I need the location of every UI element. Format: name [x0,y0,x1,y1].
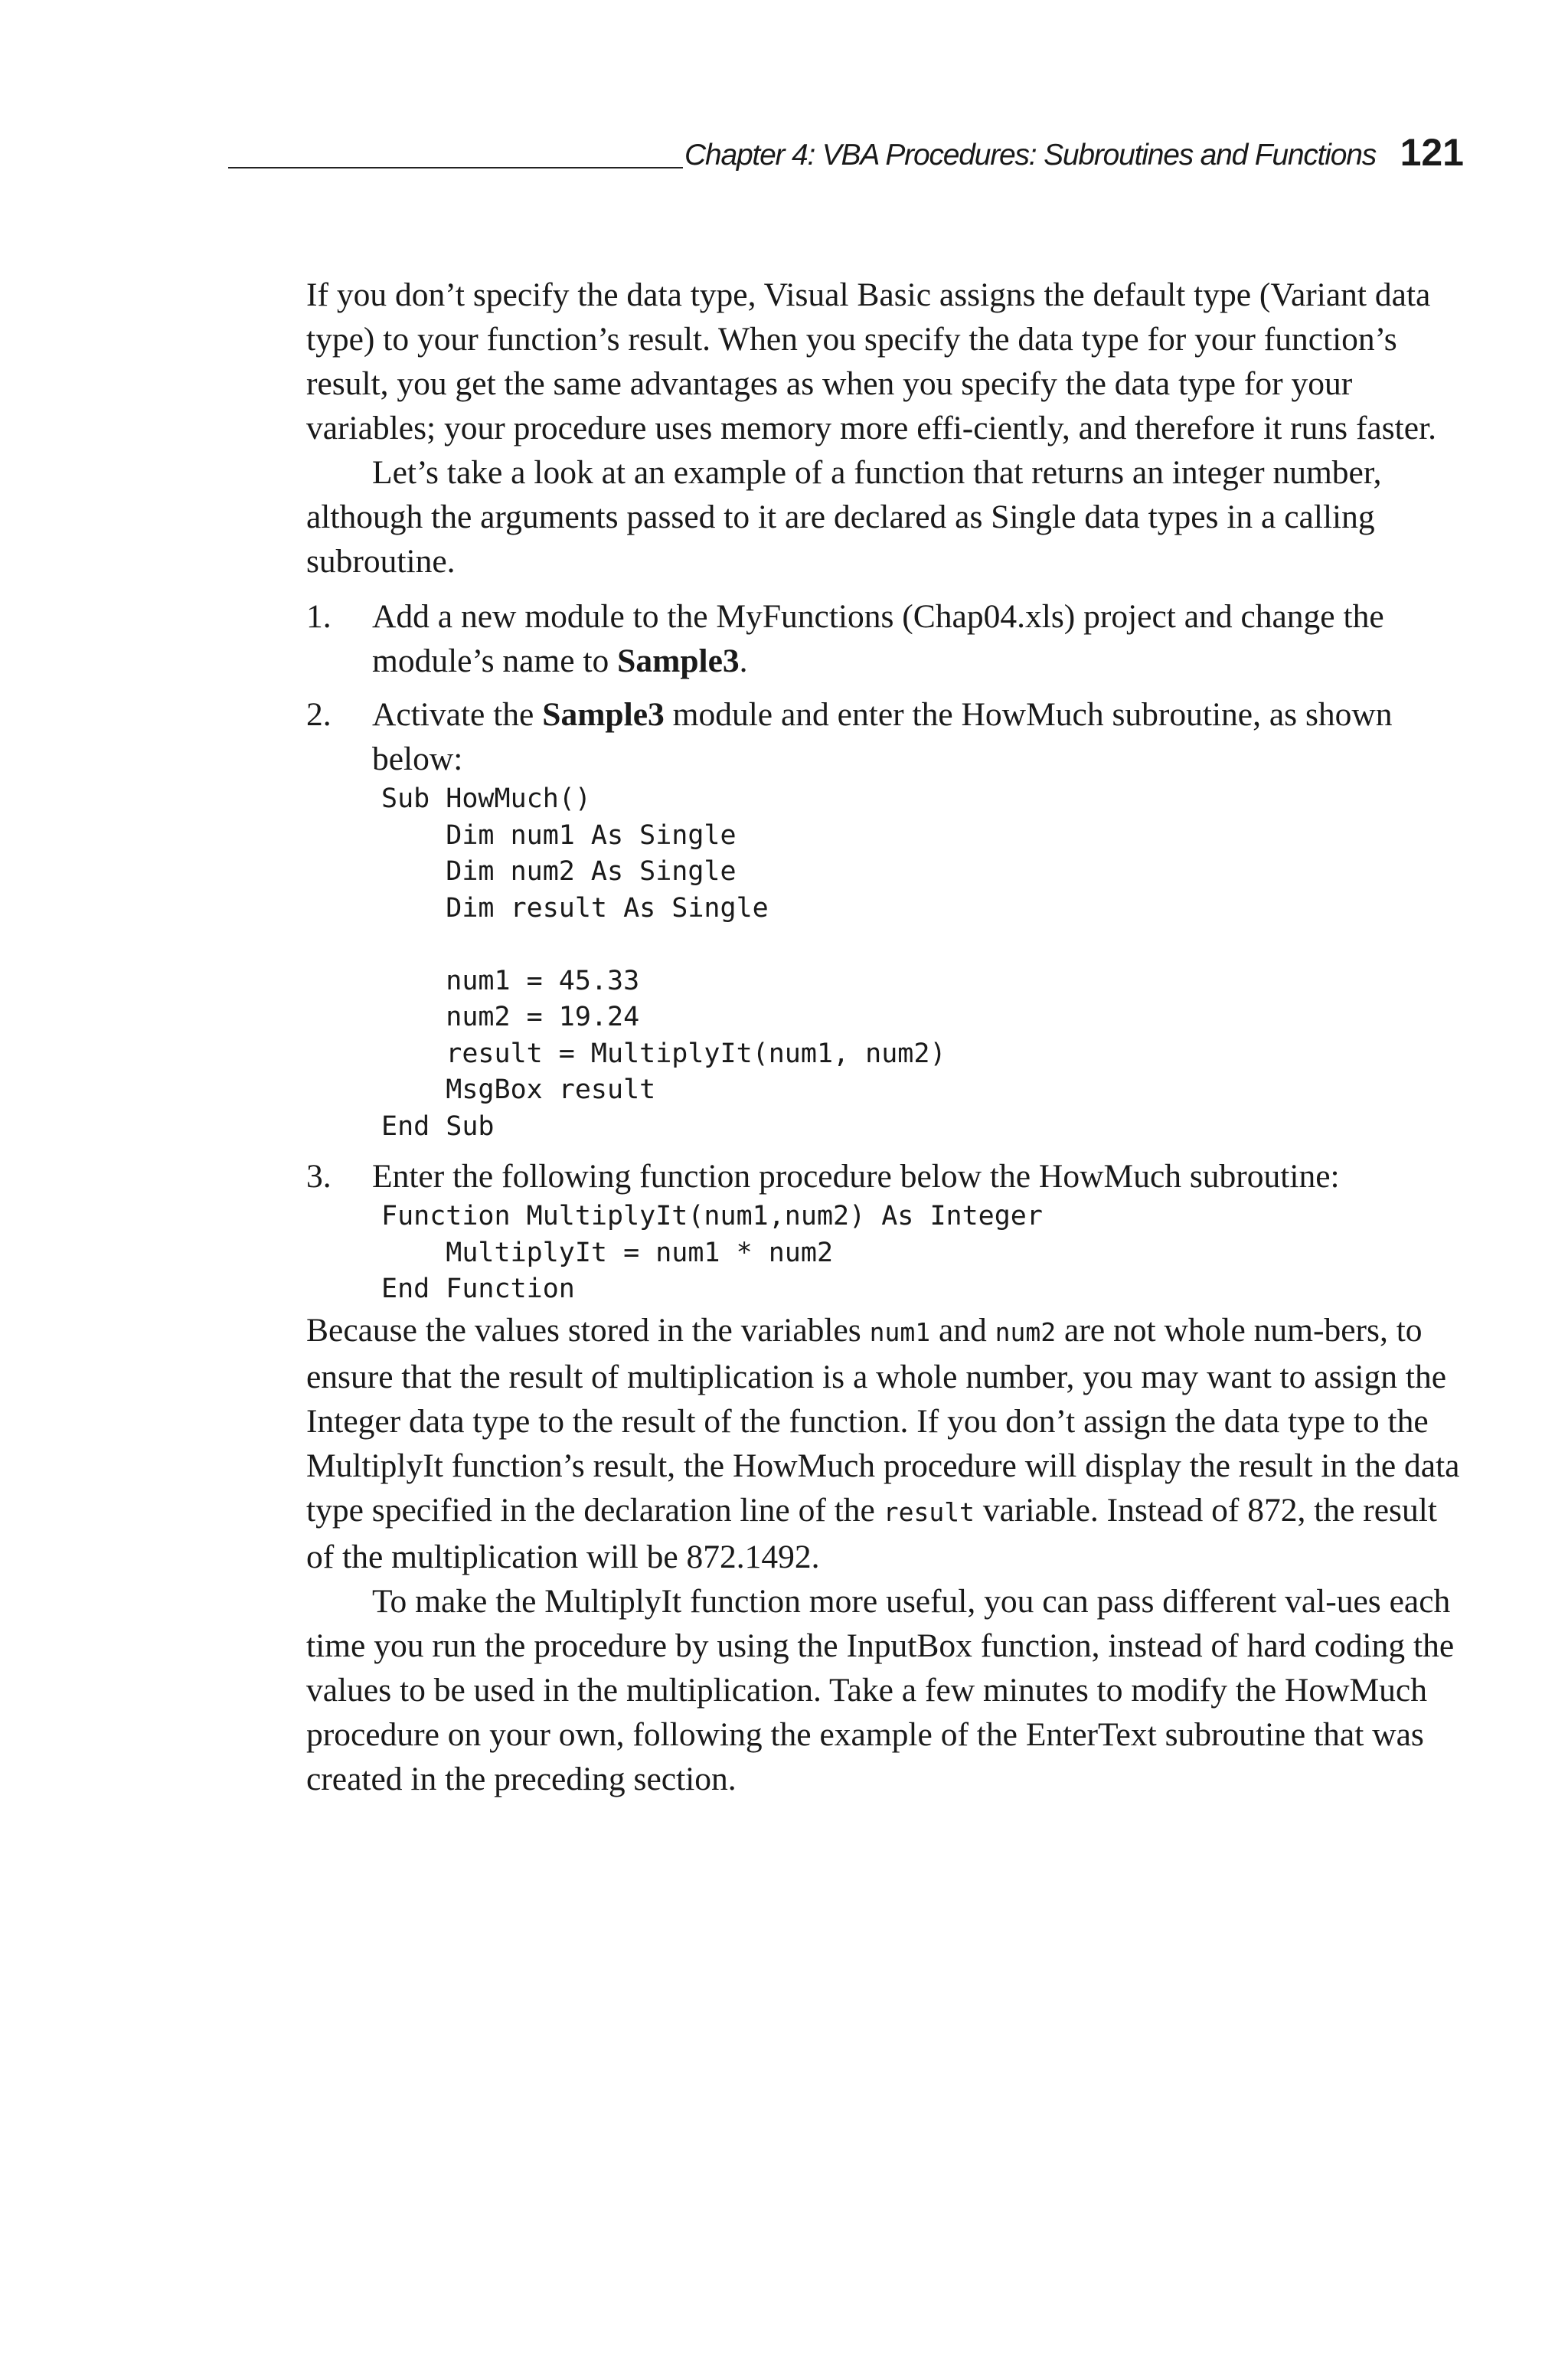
code-listing-multiplyit: Function MultiplyIt(num1,num2) As Integer MultiplyIt = num1 * num2 End Function [381,1201,1043,1304]
inline-code-result: result [883,1496,975,1527]
running-header [228,129,1464,175]
inline-code-num2: num2 [995,1316,1057,1347]
step-number: 2. [306,696,332,733]
chapter-title: Chapter 4: VBA Procedures: Subroutines and Functions [684,139,1377,172]
paragraph-example-intro: Let’s take a look at an example of a function that returns an integer number, although the arguments passed to it are declared as Single data types in a calling subroutine. [306,454,1382,580]
step-number: 1. [306,598,332,635]
step-bold-term: Sample3 [617,643,740,679]
step-text: Activate the [372,696,543,733]
code-listing-howmuch: Sub HowMuch() Dim num1 As Single Dim num2 As Single Dim result As Single num1 = 45.33 num2 = 19.24 result = MultiplyIt(num1, num2) MsgBox result End Sub [381,783,946,1142]
text-run: and [930,1311,995,1349]
instruction-steps [306,594,1470,781]
instruction-steps-continued [306,1154,1470,1199]
text-run: Because the values stored in the variables [306,1311,870,1349]
step-number: 3. [306,1158,332,1195]
text-run: variable. Instead of 872, the result of the multiplication will be 872.1492. [306,1491,1437,1575]
step-text-end: . [739,643,748,679]
paragraph-inputbox-tip: To make the MultiplyIt function more useful, you can pass different val-ues each time you run the procedure by using the InputBox function, instead of hard coding the values to be used in the multiplication. Take a few minutes to modify the HowMuch procedure on your own, following the example of the EnterText subroutine that was created in the preceding section. [306,1582,1455,1797]
step-3 [306,1154,1470,1199]
step-text-end: module and enter the HowMuch subroutine, as shown below: [372,696,1393,777]
step-2 [306,692,1470,781]
step-text: Add a new module to the MyFunctions (Chap04.xls) project and change the module’s name to [372,598,1384,679]
text-run: are not whole num-bers, to ensure that the result of multiplication is a whole number, you may want to assign the Integer data type to the result of the function. If you don’t assign the data type to the MultiplyIt function’s result, the HowMuch procedure will display the result in the data type specified in the declaration line of the [306,1311,1460,1529]
step-bold-term: Sample3 [542,696,665,733]
step-text: Enter the following function procedure below the HowMuch subroutine: [372,1158,1340,1195]
step-1 [306,594,1470,683]
paragraph-data-type-default: If you don’t specify the data type, Visual Basic assigns the default type (Variant data type) to your function’s result. When you specify the data type for your function’s result, you get the same advantages as when you specify the data type for your variables; your procedure uses memory more effi-ciently, and therefore it runs faster. [306,276,1437,446]
inline-code-num1: num1 [869,1316,931,1347]
paragraph-integer-result [306,1308,1470,1579]
header-rule [228,167,683,168]
page-body [306,273,1470,1801]
page-number: 121 [1400,131,1464,174]
